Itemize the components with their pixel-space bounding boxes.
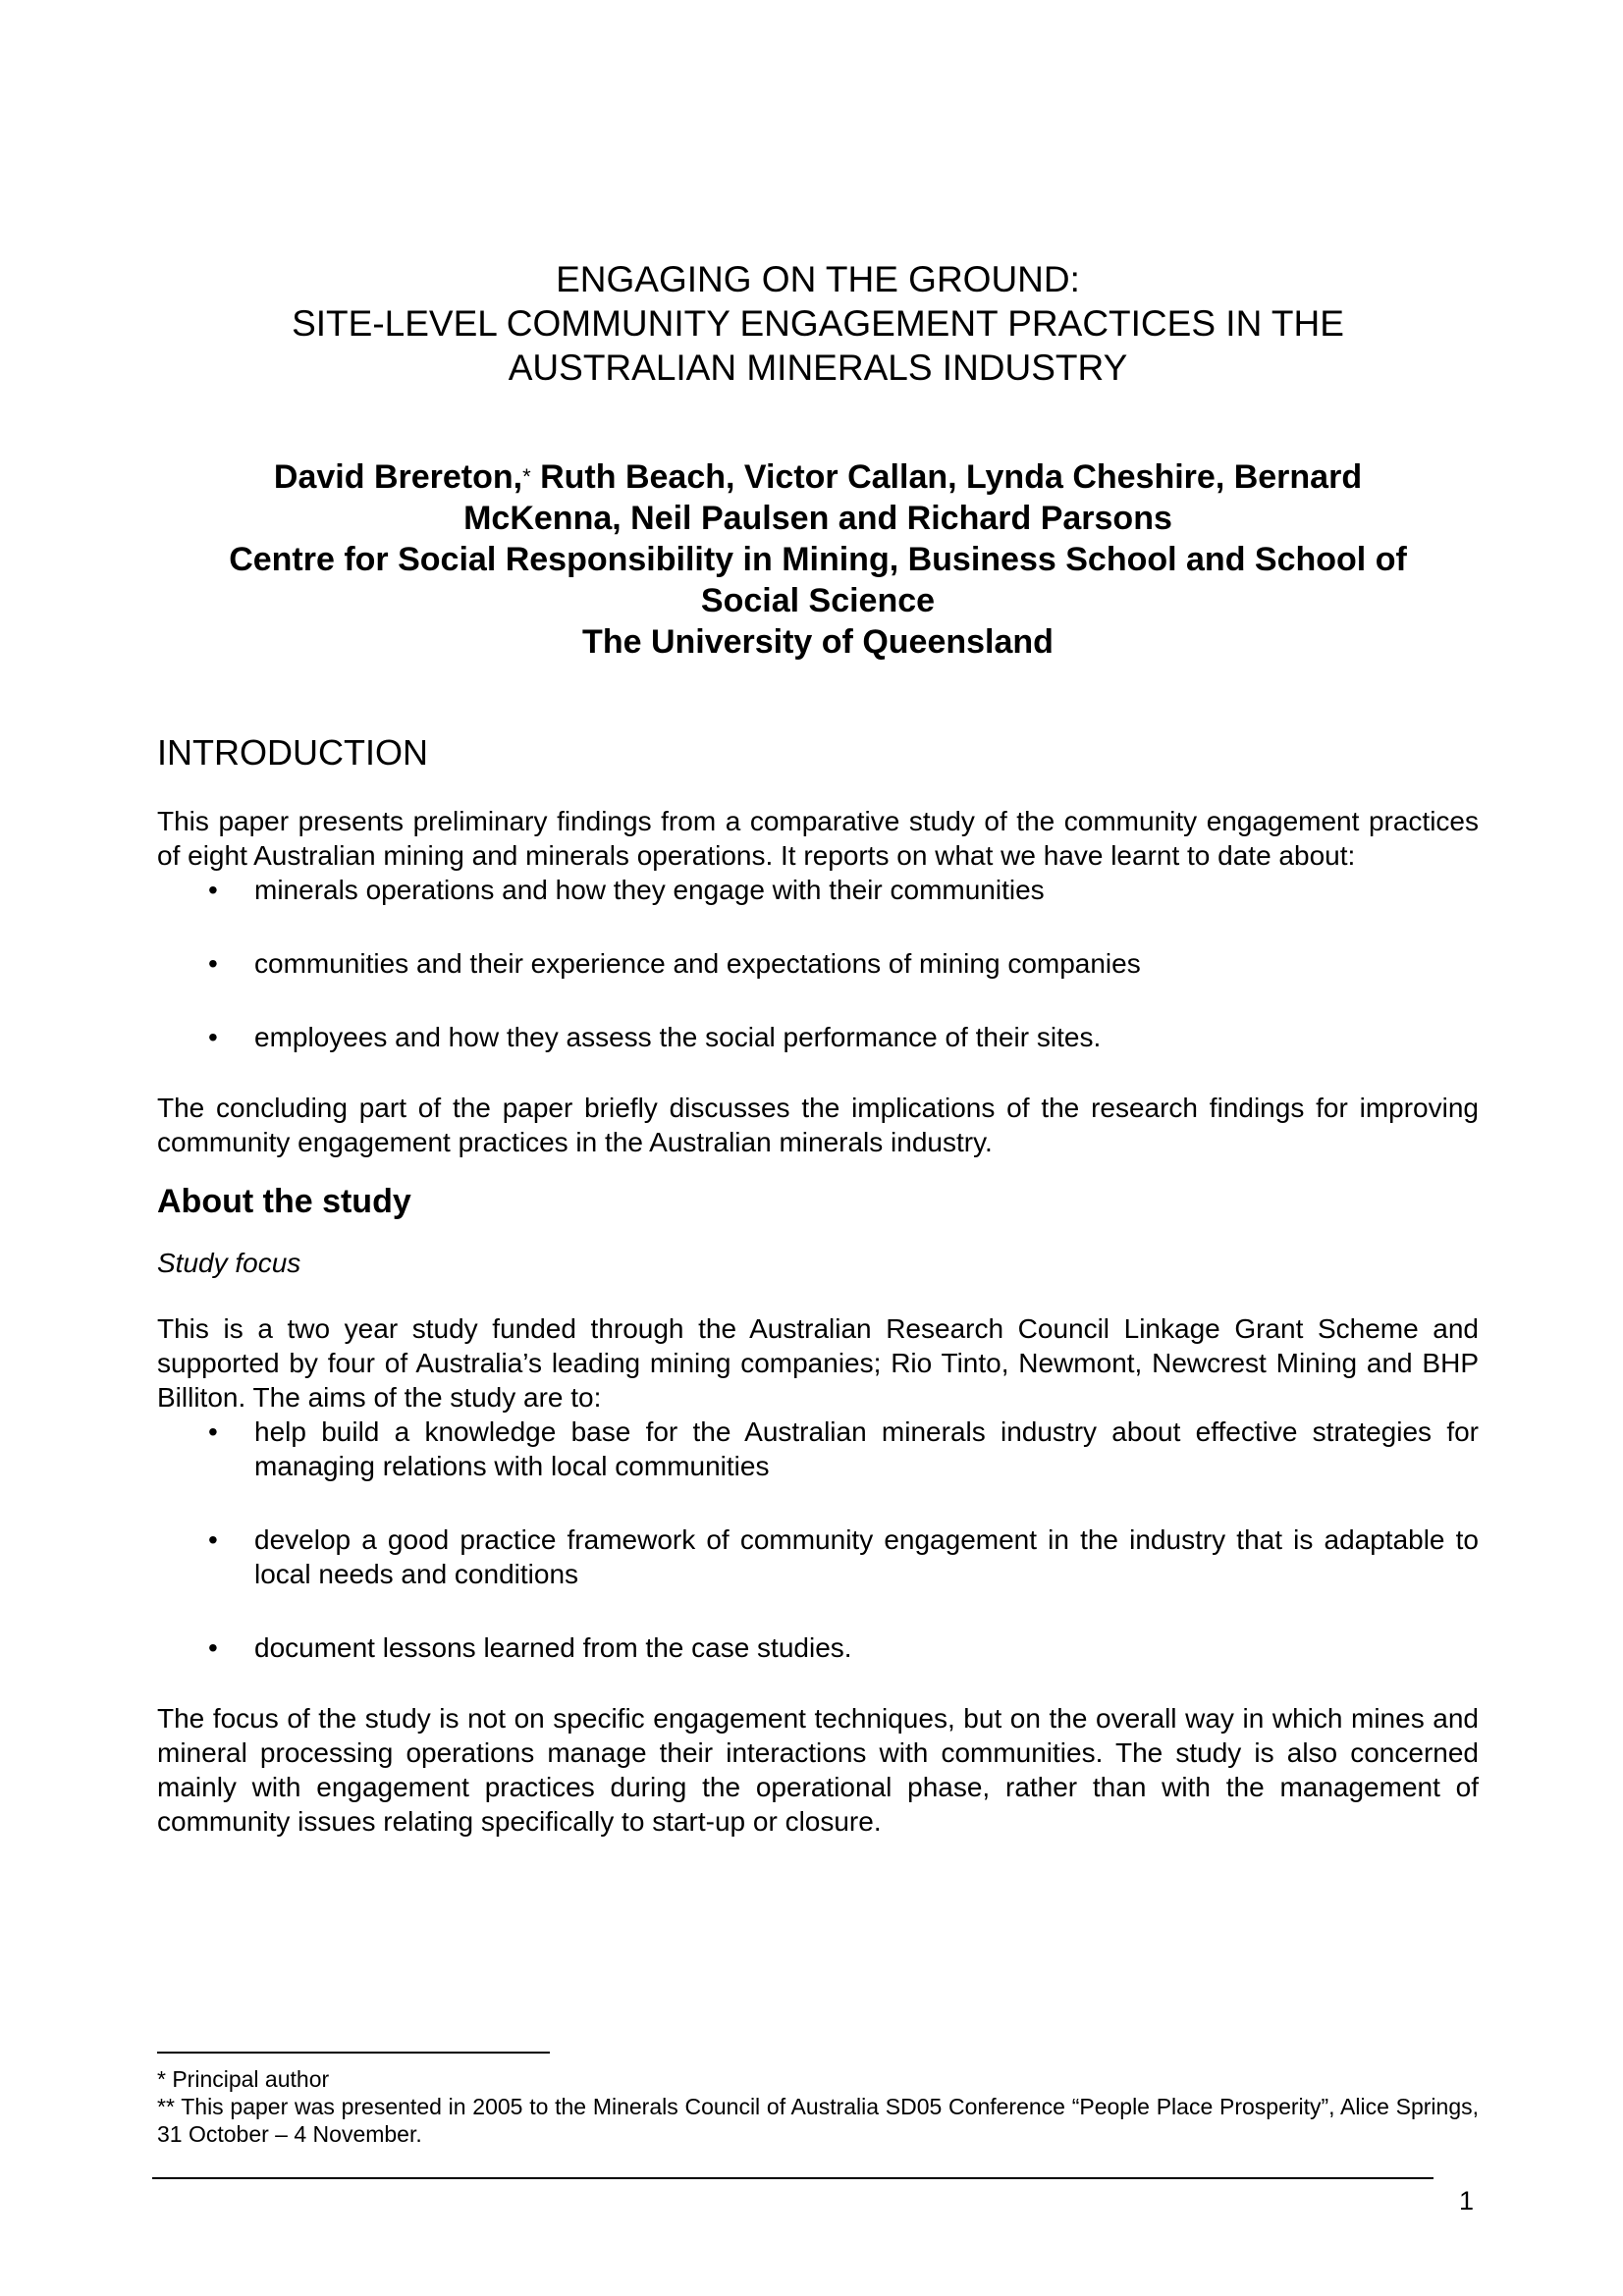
study-paragraph-1: This is a two year study funded through the Australian Research Council Linkage Grant Scheme and supported by four of Australia’s leading mining companies; Rio Tinto, Newmont, Newcrest Mining and BHP Billiton. The aims of the study are to: xyxy=(157,1313,1479,1413)
affiliation-line-1: Centre for Social Responsibility in Mining, Business School and School of xyxy=(229,541,1407,578)
list-item-text: communities and their experience and expectations of mining companies xyxy=(254,948,1141,979)
affiliation-line-3: The University of Queensland xyxy=(582,623,1054,661)
author-block xyxy=(157,456,1479,663)
list-item-text: minerals operations and how they engage with their communities xyxy=(254,875,1045,905)
authors-line-1 xyxy=(157,456,1479,498)
introduction-heading: INTRODUCTION xyxy=(157,732,428,773)
title-line-3: AUSTRALIAN MINERALS INDUSTRY xyxy=(508,347,1128,388)
bullet-icon: • xyxy=(208,875,218,905)
footnotes xyxy=(157,2065,1479,2148)
footer-divider xyxy=(152,2177,1434,2179)
paper-title xyxy=(157,257,1479,390)
bullet-icon: • xyxy=(208,1416,218,1447)
footnote-1: * Principal author xyxy=(157,2066,330,2092)
introduction-bullet-list xyxy=(157,873,1479,1054)
list-item xyxy=(157,1522,1479,1591)
list-item xyxy=(157,946,1479,981)
title-line-2: SITE-LEVEL COMMUNITY ENGAGEMENT PRACTICES IN THE xyxy=(292,303,1344,344)
study-focus-subheading: Study focus xyxy=(157,1248,301,1278)
author-first: David Brereton, xyxy=(273,458,523,496)
bullet-icon: • xyxy=(208,948,218,979)
about-study-heading: About the study xyxy=(157,1183,411,1220)
list-item xyxy=(157,873,1479,907)
footnote-divider xyxy=(157,2052,550,2054)
title-line-1: ENGAGING ON THE GROUND: xyxy=(556,259,1080,299)
footnote-2: ** This paper was presented in 2005 to the Minerals Council of Australia SD05 Conference “People Place Prosperity”, Alice Springs, 31 October – 4 November. xyxy=(157,2094,1479,2147)
page-number: 1 xyxy=(1459,2186,1475,2216)
authors-line-2: McKenna, Neil Paulsen and Richard Parsons xyxy=(463,500,1172,537)
introduction-paragraph-2: The concluding part of the paper briefly discusses the implications of the research findings for improving community engagement practices in the Australian minerals industry. xyxy=(157,1093,1479,1157)
principal-author-marker: * xyxy=(522,464,531,489)
study-aims-list xyxy=(157,1415,1479,1665)
main-content xyxy=(157,257,1479,1839)
introduction-paragraph-1: This paper presents preliminary findings from a comparative study of the community engagement practices of eight Australian mining and minerals operations. It reports on what we have learnt to date about: xyxy=(157,806,1479,871)
list-item-text: help build a knowledge base for the Australian minerals industry about effective strategies for managing relations with local communities xyxy=(254,1416,1479,1481)
list-item xyxy=(157,1630,1479,1665)
affiliation-line-2: Social Science xyxy=(700,582,936,619)
bullet-icon: • xyxy=(208,1524,218,1555)
bullet-icon: • xyxy=(208,1632,218,1663)
study-paragraph-2: The focus of the study is not on specific engagement techniques, but on the overall way in which mines and mineral processing operations manage their interactions with communities. The study is also concerned mainly with engagement practices during the operational phase, rather than with the management of community issues relating specifically to start-up or closure. xyxy=(157,1703,1479,1837)
list-item-text: employees and how they assess the social performance of their sites. xyxy=(254,1022,1102,1052)
bullet-icon: • xyxy=(208,1022,218,1052)
list-item xyxy=(157,1415,1479,1483)
list-item-text: document lessons learned from the case studies. xyxy=(254,1632,852,1663)
authors-rest: Ruth Beach, Victor Callan, Lynda Cheshire, Bernard xyxy=(530,458,1363,496)
list-item xyxy=(157,1020,1479,1054)
list-item-text: develop a good practice framework of community engagement in the industry that is adaptable to local needs and conditions xyxy=(254,1524,1479,1589)
